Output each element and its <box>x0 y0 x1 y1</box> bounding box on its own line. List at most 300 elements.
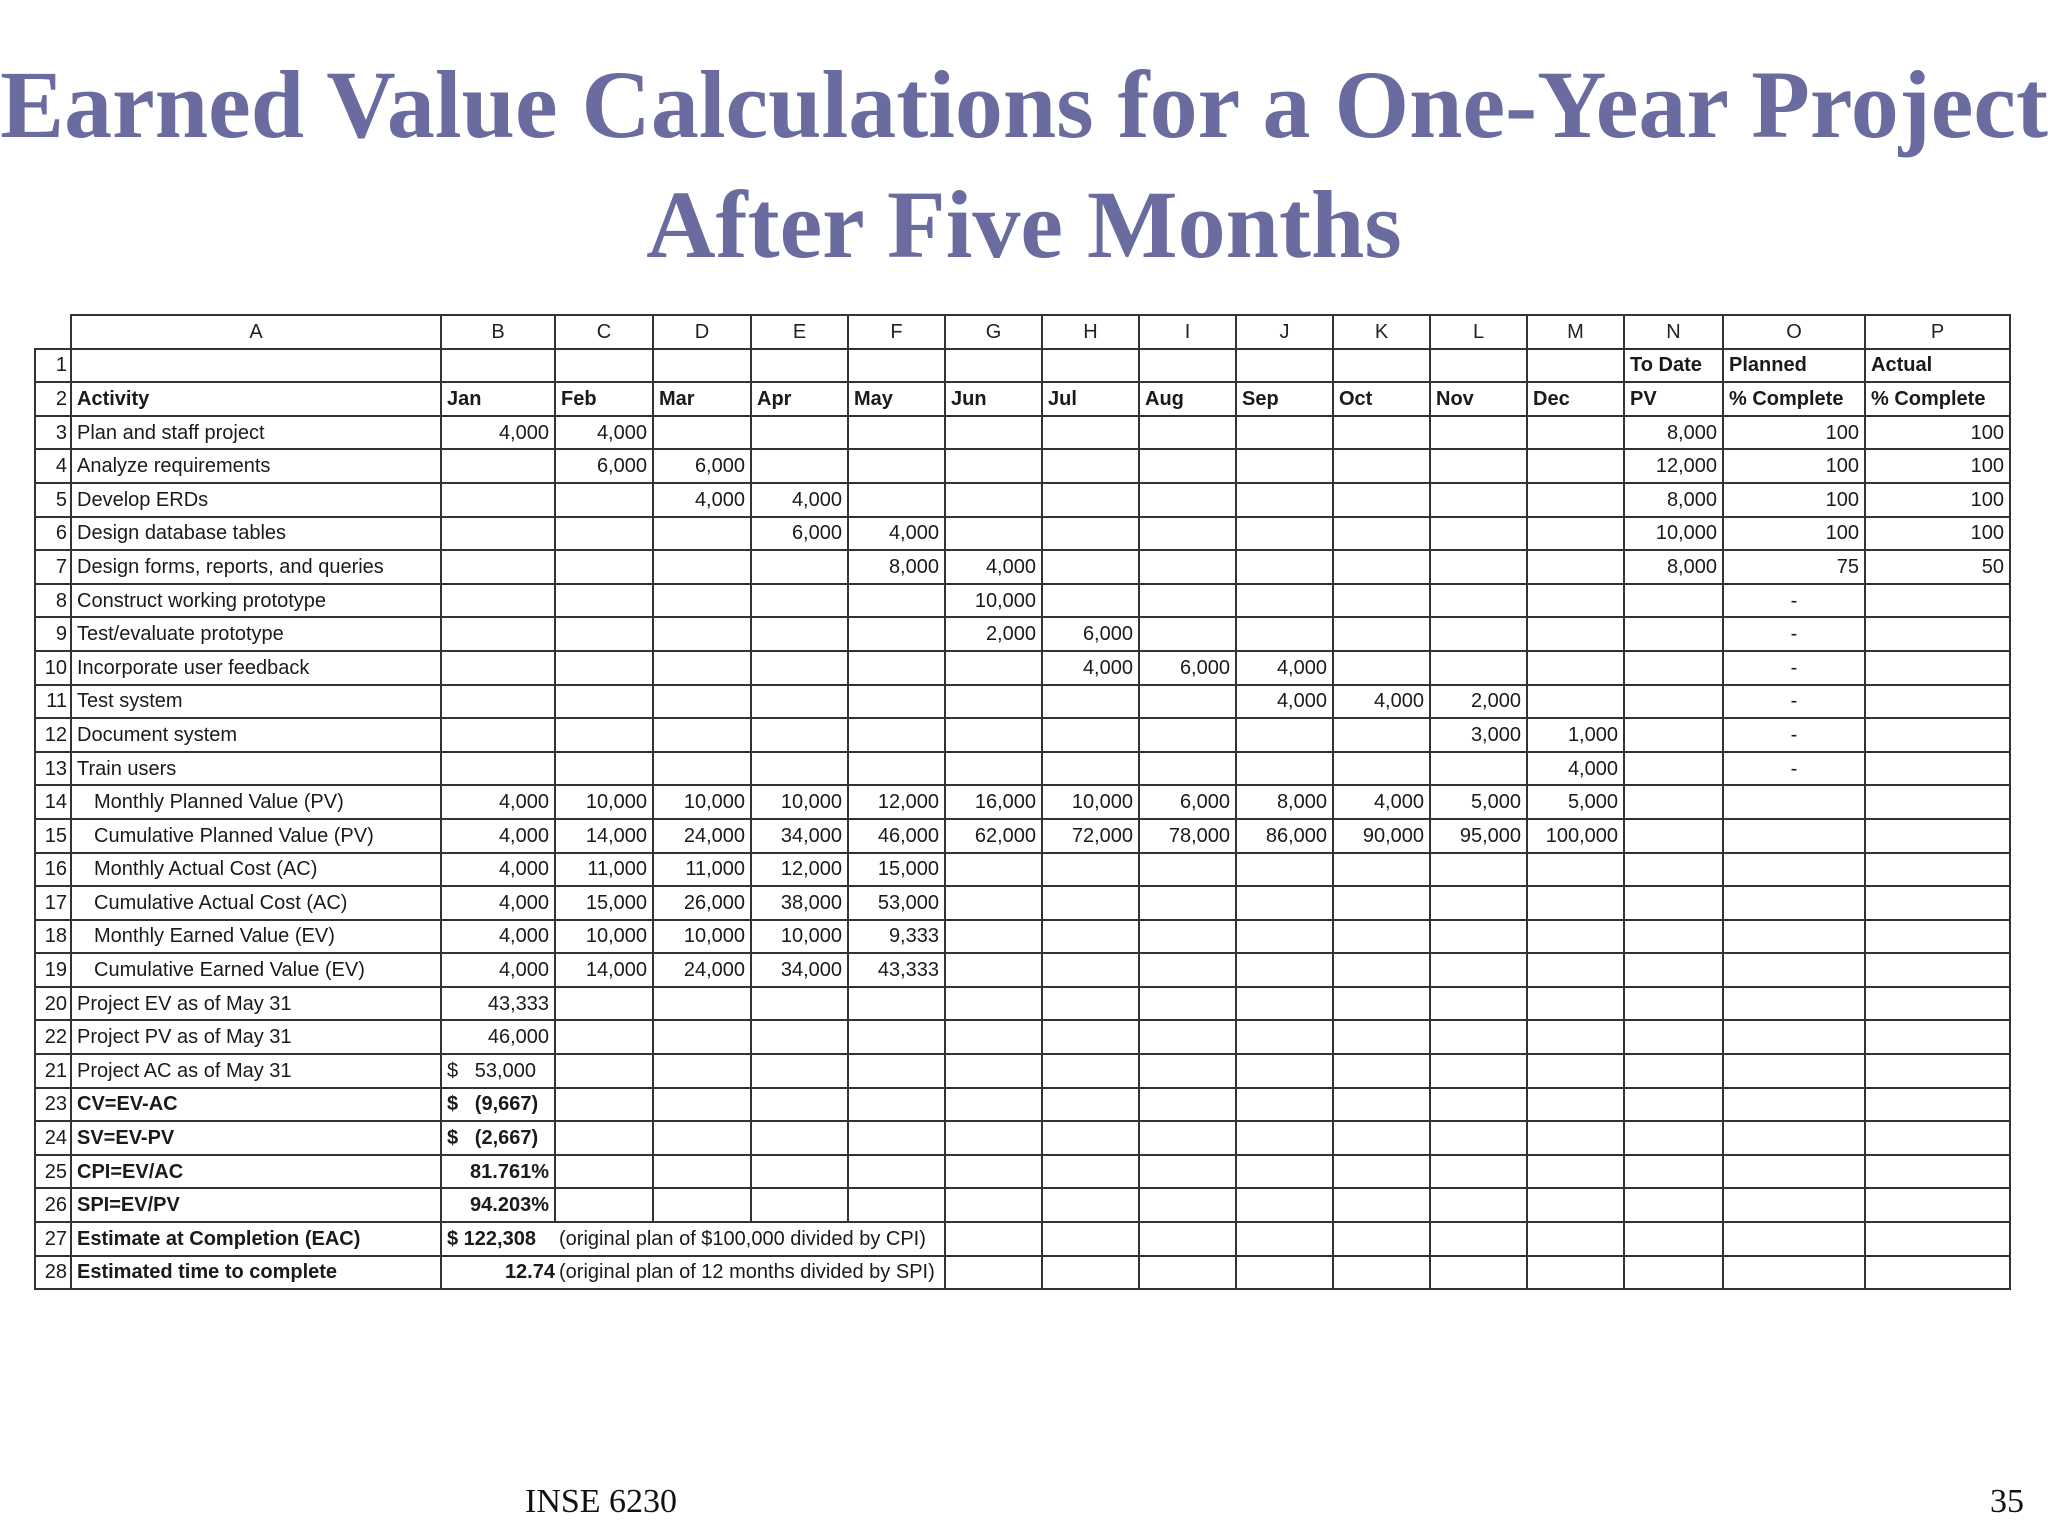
row-number: 20 <box>35 987 71 1021</box>
cell-h-2: Jul <box>1042 382 1139 416</box>
cell-g-14: 16,000 <box>945 785 1042 819</box>
column-header-b: B <box>441 315 555 349</box>
cell-j-24 <box>1236 1121 1333 1155</box>
cell-i-21 <box>1139 1054 1236 1088</box>
cell-l-23 <box>1430 1088 1527 1122</box>
cell-o-16 <box>1723 853 1865 887</box>
row-number: 14 <box>35 785 71 819</box>
cell-b-22: 46,000 <box>441 1020 555 1054</box>
cell-j-27 <box>1236 1222 1333 1256</box>
row-number: 27 <box>35 1222 71 1256</box>
cell-a-16: Monthly Actual Cost (AC) <box>71 853 441 887</box>
cell-i-1 <box>1139 349 1236 383</box>
cell-o-18 <box>1723 920 1865 954</box>
cell-n-4: 12,000 <box>1624 449 1723 483</box>
cell-g-23 <box>945 1088 1042 1122</box>
cell-o-25 <box>1723 1155 1865 1189</box>
cell-p-4: 100 <box>1865 449 2010 483</box>
cell-b-9 <box>441 617 555 651</box>
cell-e-19: 34,000 <box>751 953 848 987</box>
cell-f-21 <box>848 1054 945 1088</box>
cell-b-18: 4,000 <box>441 920 555 954</box>
cell-a-20: Project EV as of May 31 <box>71 987 441 1021</box>
cell-b-27: $ 122,308 <box>441 1222 555 1256</box>
cell-l-18 <box>1430 920 1527 954</box>
table-row <box>35 752 2010 786</box>
cell-k-10 <box>1333 651 1430 685</box>
cell-b-12 <box>441 718 555 752</box>
cell-e-25 <box>751 1155 848 1189</box>
cell-l-8 <box>1430 584 1527 618</box>
cell-d-12 <box>653 718 751 752</box>
cell-i-22 <box>1139 1020 1236 1054</box>
cell-o-2: % Complete <box>1723 382 1865 416</box>
cell-j-2: Sep <box>1236 382 1333 416</box>
cell-l-3 <box>1430 416 1527 450</box>
cell-l-9 <box>1430 617 1527 651</box>
cell-h-9: 6,000 <box>1042 617 1139 651</box>
cell-a-15: Cumulative Planned Value (PV) <box>71 819 441 853</box>
cell-o-5: 100 <box>1723 483 1865 517</box>
cell-d-1 <box>653 349 751 383</box>
cell-n-20 <box>1624 987 1723 1021</box>
course-code: INSE 6230 <box>525 1483 678 1520</box>
cell-c-21 <box>555 1054 653 1088</box>
cell-a-19: Cumulative Earned Value (EV) <box>71 953 441 987</box>
cell-c-20 <box>555 987 653 1021</box>
cell-k-24 <box>1333 1121 1430 1155</box>
cell-j-22 <box>1236 1020 1333 1054</box>
cell-e-20 <box>751 987 848 1021</box>
cell-j-19 <box>1236 953 1333 987</box>
cell-k-21 <box>1333 1054 1430 1088</box>
cell-b-2: Jan <box>441 382 555 416</box>
cell-c-6 <box>555 517 653 551</box>
cell-p-26 <box>1865 1188 2010 1222</box>
cell-g-11 <box>945 685 1042 719</box>
cell-c-25 <box>555 1155 653 1189</box>
cell-n-6: 10,000 <box>1624 517 1723 551</box>
cell-i-16 <box>1139 853 1236 887</box>
cell-c-10 <box>555 651 653 685</box>
cell-p-17 <box>1865 886 2010 920</box>
table-row <box>35 382 2010 416</box>
cell-i-12 <box>1139 718 1236 752</box>
cell-a-7: Design forms, reports, and queries <box>71 550 441 584</box>
cell-m-21 <box>1527 1054 1624 1088</box>
cell-a-5: Develop ERDs <box>71 483 441 517</box>
table-row <box>35 718 2010 752</box>
cell-l-13 <box>1430 752 1527 786</box>
cell-b-23: $ (9,667) <box>441 1088 555 1122</box>
cell-k-7 <box>1333 550 1430 584</box>
cell-j-25 <box>1236 1155 1333 1189</box>
cell-i-2: Aug <box>1139 382 1236 416</box>
table-row <box>35 886 2010 920</box>
cell-a-2: Activity <box>71 382 441 416</box>
cell-k-11: 4,000 <box>1333 685 1430 719</box>
cell-d-26 <box>653 1188 751 1222</box>
cell-d-7 <box>653 550 751 584</box>
row-number: 4 <box>35 449 71 483</box>
cell-o-4: 100 <box>1723 449 1865 483</box>
cell-i-11 <box>1139 685 1236 719</box>
cell-j-26 <box>1236 1188 1333 1222</box>
cell-o-9: - <box>1723 617 1865 651</box>
cell-i-18 <box>1139 920 1236 954</box>
cell-g-7: 4,000 <box>945 550 1042 584</box>
table-row <box>35 1188 2010 1222</box>
cell-d-16: 11,000 <box>653 853 751 887</box>
cell-h-22 <box>1042 1020 1139 1054</box>
cell-j-20 <box>1236 987 1333 1021</box>
table-row <box>35 349 2010 383</box>
cell-d-8 <box>653 584 751 618</box>
cell-o-12: - <box>1723 718 1865 752</box>
cell-c-4: 6,000 <box>555 449 653 483</box>
cell-h-16 <box>1042 853 1139 887</box>
cell-d-6 <box>653 517 751 551</box>
cell-d-21 <box>653 1054 751 1088</box>
cell-l-5 <box>1430 483 1527 517</box>
slide-title: Earned Value Calculations for a One-Year Project After Five Months <box>0 51 2048 278</box>
cell-h-11 <box>1042 685 1139 719</box>
cell-p-9 <box>1865 617 2010 651</box>
cell-b-25: 81.761% <box>441 1155 555 1189</box>
cell-m-18 <box>1527 920 1624 954</box>
cell-o-14 <box>1723 785 1865 819</box>
row-number: 23 <box>35 1088 71 1122</box>
cell-f-3 <box>848 416 945 450</box>
cell-o-20 <box>1723 987 1865 1021</box>
cell-c-13 <box>555 752 653 786</box>
cell-h-17 <box>1042 886 1139 920</box>
cell-b-28: 12.74 <box>441 1256 555 1290</box>
cell-i-7 <box>1139 550 1236 584</box>
cell-l-11: 2,000 <box>1430 685 1527 719</box>
cell-h-8 <box>1042 584 1139 618</box>
cell-m-3 <box>1527 416 1624 450</box>
cell-a-13: Train users <box>71 752 441 786</box>
cell-n-19 <box>1624 953 1723 987</box>
cell-a-4: Analyze requirements <box>71 449 441 483</box>
table-row <box>35 550 2010 584</box>
cell-l-12: 3,000 <box>1430 718 1527 752</box>
cell-k-26 <box>1333 1188 1430 1222</box>
cell-f-17: 53,000 <box>848 886 945 920</box>
cell-i-9 <box>1139 617 1236 651</box>
cell-p-18 <box>1865 920 2010 954</box>
cell-d-3 <box>653 416 751 450</box>
cell-c-1 <box>555 349 653 383</box>
cell-g-27 <box>945 1222 1042 1256</box>
cell-j-17 <box>1236 886 1333 920</box>
cell-e-2: Apr <box>751 382 848 416</box>
cell-b-24: $ (2,667) <box>441 1121 555 1155</box>
cell-a-3: Plan and staff project <box>71 416 441 450</box>
row-number: 12 <box>35 718 71 752</box>
cell-o-17 <box>1723 886 1865 920</box>
column-header-d: D <box>653 315 751 349</box>
cell-c-26 <box>555 1188 653 1222</box>
cell-j-3 <box>1236 416 1333 450</box>
cell-b-5 <box>441 483 555 517</box>
cell-c-7 <box>555 550 653 584</box>
cell-m-15: 100,000 <box>1527 819 1624 853</box>
row-number: 1 <box>35 349 71 383</box>
cell-k-3 <box>1333 416 1430 450</box>
cell-o-21 <box>1723 1054 1865 1088</box>
cell-n-9 <box>1624 617 1723 651</box>
table-row <box>35 685 2010 719</box>
cell-j-5 <box>1236 483 1333 517</box>
cell-h-27 <box>1042 1222 1139 1256</box>
cell-o-7: 75 <box>1723 550 1865 584</box>
cell-c-24 <box>555 1121 653 1155</box>
cell-i-17 <box>1139 886 1236 920</box>
cell-l-1 <box>1430 349 1527 383</box>
cell-f-8 <box>848 584 945 618</box>
cell-a-11: Test system <box>71 685 441 719</box>
cell-h-10: 4,000 <box>1042 651 1139 685</box>
cell-l-10 <box>1430 651 1527 685</box>
cell-g-16 <box>945 853 1042 887</box>
cell-d-24 <box>653 1121 751 1155</box>
cell-j-15: 86,000 <box>1236 819 1333 853</box>
cell-n-3: 8,000 <box>1624 416 1723 450</box>
column-header-m: M <box>1527 315 1624 349</box>
cell-b-10 <box>441 651 555 685</box>
cell-h-24 <box>1042 1121 1139 1155</box>
cell-e-15: 34,000 <box>751 819 848 853</box>
row-number: 5 <box>35 483 71 517</box>
column-header-l: L <box>1430 315 1527 349</box>
cell-f-2: May <box>848 382 945 416</box>
cell-d-15: 24,000 <box>653 819 751 853</box>
cell-c-16: 11,000 <box>555 853 653 887</box>
cell-h-19 <box>1042 953 1139 987</box>
cell-m-7 <box>1527 550 1624 584</box>
cell-l-20 <box>1430 987 1527 1021</box>
table-row <box>35 1121 2010 1155</box>
cell-k-13 <box>1333 752 1430 786</box>
cell-l-22 <box>1430 1020 1527 1054</box>
row-number: 21 <box>35 1054 71 1088</box>
cell-a-8: Construct working prototype <box>71 584 441 618</box>
cell-g-19 <box>945 953 1042 987</box>
table-row <box>35 1256 2010 1290</box>
cell-p-6: 100 <box>1865 517 2010 551</box>
cell-h-15: 72,000 <box>1042 819 1139 853</box>
cell-j-1 <box>1236 349 1333 383</box>
cell-e-12 <box>751 718 848 752</box>
table-row <box>35 416 2010 450</box>
row-number: 25 <box>35 1155 71 1189</box>
cell-p-8 <box>1865 584 2010 618</box>
cell-e-8 <box>751 584 848 618</box>
column-header-c: C <box>555 315 653 349</box>
row-number: 3 <box>35 416 71 450</box>
cell-j-21 <box>1236 1054 1333 1088</box>
row-number: 19 <box>35 953 71 987</box>
cell-n-26 <box>1624 1188 1723 1222</box>
cell-g-25 <box>945 1155 1042 1189</box>
cell-n-23 <box>1624 1088 1723 1122</box>
cell-a-12: Document system <box>71 718 441 752</box>
cell-p-7: 50 <box>1865 550 2010 584</box>
cell-k-16 <box>1333 853 1430 887</box>
cell-c-17: 15,000 <box>555 886 653 920</box>
table-row <box>35 819 2010 853</box>
cell-a-25: CPI=EV/AC <box>71 1155 441 1189</box>
cell-b-21: $ 53,000 <box>441 1054 555 1088</box>
cell-n-15 <box>1624 819 1723 853</box>
cell-h-1 <box>1042 349 1139 383</box>
cell-b-3: 4,000 <box>441 416 555 450</box>
cell-n-13 <box>1624 752 1723 786</box>
row-number: 15 <box>35 819 71 853</box>
cell-n-24 <box>1624 1121 1723 1155</box>
cell-m-12: 1,000 <box>1527 718 1624 752</box>
cell-f-4 <box>848 449 945 483</box>
cell-b-15: 4,000 <box>441 819 555 853</box>
cell-d-14: 10,000 <box>653 785 751 819</box>
cell-f-6: 4,000 <box>848 517 945 551</box>
cell-m-23 <box>1527 1088 1624 1122</box>
cell-h-4 <box>1042 449 1139 483</box>
cell-e-26 <box>751 1188 848 1222</box>
cell-p-28 <box>1865 1256 2010 1290</box>
cell-e-6: 6,000 <box>751 517 848 551</box>
row-number: 6 <box>35 517 71 551</box>
cell-m-13: 4,000 <box>1527 752 1624 786</box>
table-row <box>35 651 2010 685</box>
table-row <box>35 1020 2010 1054</box>
cell-k-1 <box>1333 349 1430 383</box>
table-row <box>35 517 2010 551</box>
cell-k-28 <box>1333 1256 1430 1290</box>
cell-e-21 <box>751 1054 848 1088</box>
table-row <box>35 584 2010 618</box>
cell-d-22 <box>653 1020 751 1054</box>
cell-m-9 <box>1527 617 1624 651</box>
cell-h-20 <box>1042 987 1139 1021</box>
cell-n-22 <box>1624 1020 1723 1054</box>
row-number: 24 <box>35 1121 71 1155</box>
cell-m-1 <box>1527 349 1624 383</box>
cell-j-4 <box>1236 449 1333 483</box>
cell-b-11 <box>441 685 555 719</box>
page-number: 35 <box>1990 1483 2024 1520</box>
cell-o-1: Planned <box>1723 349 1865 383</box>
cell-f-25 <box>848 1155 945 1189</box>
cell-l-7 <box>1430 550 1527 584</box>
cell-c-5 <box>555 483 653 517</box>
cell-i-4 <box>1139 449 1236 483</box>
cell-c-18: 10,000 <box>555 920 653 954</box>
cell-m-17 <box>1527 886 1624 920</box>
cell-c-9 <box>555 617 653 651</box>
cell-p-16 <box>1865 853 2010 887</box>
cell-l-2: Nov <box>1430 382 1527 416</box>
cell-f-16: 15,000 <box>848 853 945 887</box>
cell-b-26: 94.203% <box>441 1188 555 1222</box>
cell-n-10 <box>1624 651 1723 685</box>
cell-o-11: - <box>1723 685 1865 719</box>
cell-l-4 <box>1430 449 1527 483</box>
cell-d-2: Mar <box>653 382 751 416</box>
cell-e-13 <box>751 752 848 786</box>
cell-j-12 <box>1236 718 1333 752</box>
cell-p-20 <box>1865 987 2010 1021</box>
cell-o-3: 100 <box>1723 416 1865 450</box>
cell-o-23 <box>1723 1088 1865 1122</box>
table-row <box>35 1155 2010 1189</box>
cell-f-1 <box>848 349 945 383</box>
cell-c-15: 14,000 <box>555 819 653 853</box>
cell-k-8 <box>1333 584 1430 618</box>
cell-f-9 <box>848 617 945 651</box>
cell-p-14 <box>1865 785 2010 819</box>
column-header-n: N <box>1624 315 1723 349</box>
cell-l-27 <box>1430 1222 1527 1256</box>
table-row <box>35 449 2010 483</box>
cell-m-2: Dec <box>1527 382 1624 416</box>
cell-j-6 <box>1236 517 1333 551</box>
cell-a-6: Design database tables <box>71 517 441 551</box>
cell-e-5: 4,000 <box>751 483 848 517</box>
cell-m-11 <box>1527 685 1624 719</box>
cell-o-19 <box>1723 953 1865 987</box>
cell-b-20: 43,333 <box>441 987 555 1021</box>
cell-i-6 <box>1139 517 1236 551</box>
cell-k-20 <box>1333 987 1430 1021</box>
row-number: 7 <box>35 550 71 584</box>
cell-a-26: SPI=EV/PV <box>71 1188 441 1222</box>
row-number: 22 <box>35 1020 71 1054</box>
cell-i-5 <box>1139 483 1236 517</box>
cell-e-11 <box>751 685 848 719</box>
cell-k-9 <box>1333 617 1430 651</box>
cell-g-15: 62,000 <box>945 819 1042 853</box>
cell-m-19 <box>1527 953 1624 987</box>
cell-m-27 <box>1527 1222 1624 1256</box>
cell-h-5 <box>1042 483 1139 517</box>
cell-n-28 <box>1624 1256 1723 1290</box>
cell-f-19: 43,333 <box>848 953 945 987</box>
cell-k-12 <box>1333 718 1430 752</box>
cell-g-17 <box>945 886 1042 920</box>
cell-a-10: Incorporate user feedback <box>71 651 441 685</box>
cell-k-18 <box>1333 920 1430 954</box>
row-number: 28 <box>35 1256 71 1290</box>
row-number: 16 <box>35 853 71 887</box>
cell-a-21: Project AC as of May 31 <box>71 1054 441 1088</box>
cell-g-4 <box>945 449 1042 483</box>
cell-j-16 <box>1236 853 1333 887</box>
cell-e-22 <box>751 1020 848 1054</box>
cell-g-20 <box>945 987 1042 1021</box>
cell-g-22 <box>945 1020 1042 1054</box>
row-number: 9 <box>35 617 71 651</box>
cell-g-2: Jun <box>945 382 1042 416</box>
cell-a-9: Test/evaluate prototype <box>71 617 441 651</box>
cell-n-11 <box>1624 685 1723 719</box>
cell-m-20 <box>1527 987 1624 1021</box>
cell-m-24 <box>1527 1121 1624 1155</box>
cell-i-14: 6,000 <box>1139 785 1236 819</box>
cell-g-24 <box>945 1121 1042 1155</box>
